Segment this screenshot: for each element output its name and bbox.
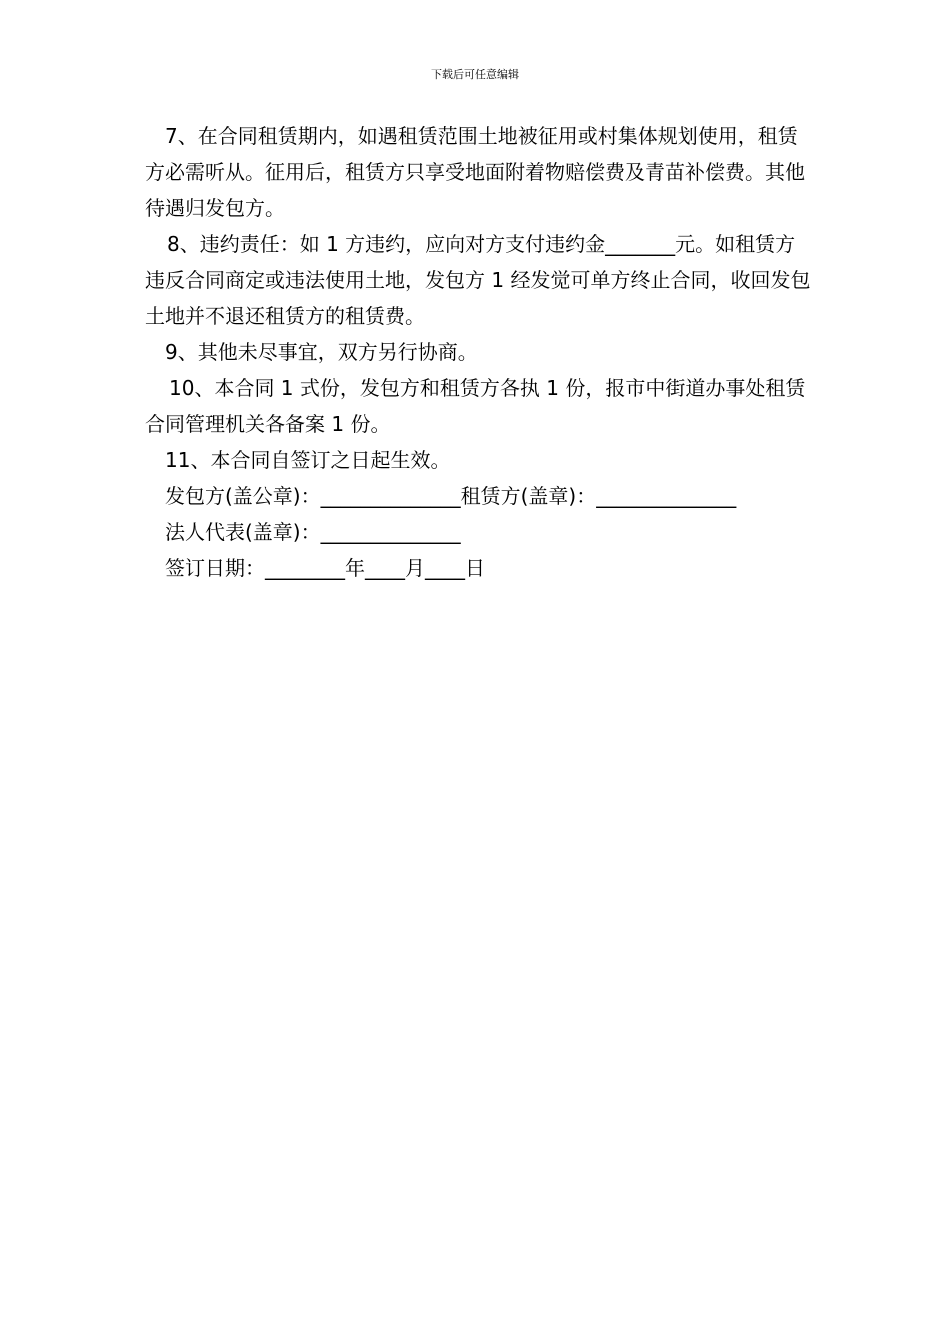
clause-10: 10、本合同 1 式份，发包方和租赁方各执 1 份，报市中街道办事处租赁合同管理机关各备案 1 份。 (145, 376, 806, 436)
clause-8: 8、违约责任：如 1 方违约，应向对方支付违约金_______元。如租赁方违反合同商定或违法使用土地，发包方 1 经发觉可单方终止合同，收回发包土地并不退还租赁方的租赁费。 (145, 232, 811, 328)
clause-7: 7、在合同租赁期内，如遇租赁范围土地被征用或村集体规划使用，租赁方必需听从。征用后，租赁方只享受地面附着物赔偿费及青苗补偿费。其他待遇归发包方。 (145, 124, 805, 220)
signing-date: 签订日期：________年____月____日 (165, 556, 485, 580)
clause-11: 11、本合同自签订之日起生效。 (165, 448, 451, 472)
contract-body (145, 118, 815, 586)
signature-parties: 发包方(盖公章)：______________租赁方(盖章)：______________ (165, 484, 737, 508)
signature-legal-representative: 法人代表(盖章)：______________ (165, 520, 461, 544)
page-header-note: 下载后可任意编辑 (431, 68, 519, 81)
clause-9: 9、其他未尽事宜，双方另行协商。 (165, 340, 478, 364)
